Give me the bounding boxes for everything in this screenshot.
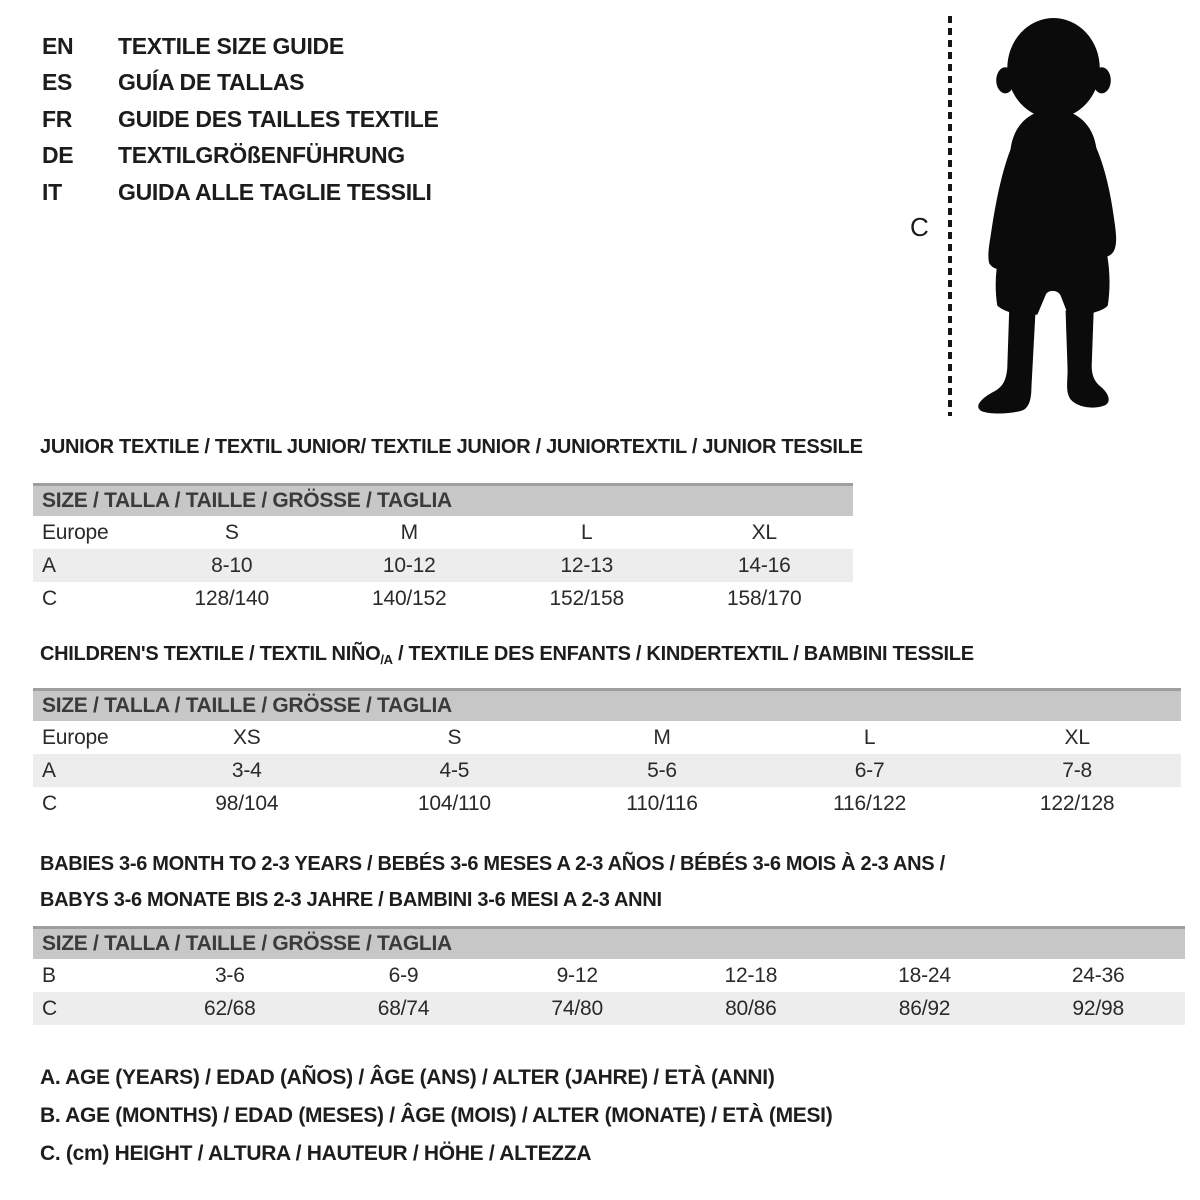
- legend-line-a: A. AGE (YEARS) / EDAD (AÑOS) / ÂGE (ANS) / ALTER (JAHRE) / ETÀ (ANNI): [40, 1066, 775, 1089]
- table-cell: 9-12: [556, 963, 598, 987]
- language-code: EN: [42, 32, 74, 59]
- language-code: IT: [42, 178, 62, 205]
- measurement-legend: [40, 1066, 832, 1180]
- babies-heading-line1: BABIES 3-6 MONTH TO 2-3 YEARS / BEBÉS 3-6 MESES A 2-3 AÑOS / BÉBÉS 3-6 MOIS À 2-3 ANS /: [40, 853, 945, 875]
- table-cell: S: [447, 725, 462, 749]
- junior-section-heading: JUNIOR TEXTILE / TEXTIL JUNIOR/ TEXTILE JUNIOR / JUNIORTEXTIL / JUNIOR TESSILE: [40, 436, 863, 458]
- table-cell: 140/152: [371, 586, 447, 610]
- language-code: ES: [42, 69, 73, 96]
- size-table-header: SIZE / TALLA / TAILLE / GRÖSSE / TAGLIA: [33, 688, 1181, 721]
- table-row: [33, 992, 1185, 1025]
- guide-title: GUÍA DE TALLAS: [118, 69, 305, 96]
- table-cell: 7-8: [1062, 758, 1093, 782]
- table-cell: M: [400, 520, 418, 544]
- table-cell: 116/122: [833, 791, 907, 815]
- toddler-silhouette-icon: [963, 16, 1138, 418]
- legend-line-b: B. AGE (MONTHS) / EDAD (MESES) / ÂGE (MOIS) / ALTER (MONATE) / ETÀ (MESI): [40, 1104, 833, 1127]
- table-cell: 6-7: [854, 758, 885, 782]
- children-size-table: [33, 688, 1181, 820]
- table-cell: L: [863, 725, 876, 749]
- table-cell: 6-9: [388, 963, 419, 987]
- table-cell: S: [224, 520, 239, 544]
- table-row: [33, 787, 1181, 820]
- row-label: C: [42, 996, 57, 1020]
- children-section-heading: [40, 643, 974, 667]
- language-row: [42, 174, 439, 211]
- junior-size-table: [33, 483, 853, 615]
- table-row: [33, 549, 853, 582]
- table-row: [33, 754, 1181, 787]
- guide-title: GUIDE DES TAILLES TEXTILE: [118, 105, 439, 132]
- table-cell: 158/170: [726, 586, 802, 610]
- language-code: DE: [42, 142, 74, 169]
- table-cell: XS: [232, 725, 261, 749]
- guide-title: TEXTILE SIZE GUIDE: [118, 32, 344, 59]
- table-cell: 122/128: [1039, 791, 1115, 815]
- row-label: Europe: [42, 520, 109, 544]
- language-row: [42, 138, 439, 175]
- children-heading-sub: /A: [380, 652, 393, 667]
- table-cell: 18-24: [898, 963, 951, 987]
- table-cell: XL: [751, 520, 777, 544]
- children-heading-text: CHILDREN'S TEXTILE / TEXTIL NIÑO: [40, 643, 381, 665]
- table-cell: 110/116: [626, 791, 698, 815]
- table-cell: 3-4: [231, 758, 262, 782]
- table-cell: 80/86: [725, 996, 777, 1020]
- table-cell: 12-13: [560, 553, 614, 577]
- children-table-body: [33, 721, 1181, 820]
- table-row: [33, 959, 1185, 992]
- language-title-list: [42, 28, 439, 211]
- row-label: Europe: [42, 725, 109, 749]
- row-label: C: [42, 586, 57, 610]
- table-row: [33, 721, 1181, 754]
- language-row: [42, 28, 439, 65]
- table-cell: 8-10: [211, 553, 253, 577]
- table-row: [33, 582, 853, 615]
- babies-heading-line2: BABYS 3-6 MONATE BIS 2-3 JAHRE / BAMBINI 3-6 MESI A 2-3 ANNI: [40, 889, 662, 911]
- height-label-c: C: [910, 212, 929, 242]
- children-heading-text: / TEXTILE DES ENFANTS / KINDERTEXTIL / BAMBINI TESSILE: [392, 643, 974, 665]
- babies-section-heading: [40, 846, 945, 918]
- language-row: [42, 65, 439, 102]
- row-label: C: [42, 791, 57, 815]
- size-table-header: SIZE / TALLA / TAILLE / GRÖSSE / TAGLIA: [33, 483, 853, 516]
- table-cell: M: [653, 725, 671, 749]
- height-dashed-line: [948, 16, 952, 416]
- table-cell: 86/92: [898, 996, 951, 1020]
- size-table-header: SIZE / TALLA / TAILLE / GRÖSSE / TAGLIA: [33, 926, 1185, 959]
- row-label: B: [42, 963, 56, 987]
- table-cell: 104/110: [417, 791, 491, 815]
- table-cell: 92/98: [1072, 996, 1124, 1020]
- legend-line-c: C. (cm) HEIGHT / ALTURA / HAUTEUR / HÖHE / ALTEZZA: [40, 1142, 592, 1165]
- row-label: A: [42, 553, 56, 577]
- table-cell: 3-6: [214, 963, 245, 987]
- table-cell: 14-16: [737, 553, 791, 577]
- language-row: [42, 101, 439, 138]
- table-cell: 74/80: [551, 996, 603, 1020]
- junior-table-body: [33, 516, 853, 615]
- table-cell: XL: [1064, 725, 1090, 749]
- guide-title: GUIDA ALLE TAGLIE TESSILI: [118, 178, 432, 205]
- table-row: [33, 516, 853, 549]
- language-code: FR: [42, 105, 73, 132]
- babies-table-body: [33, 959, 1185, 1025]
- table-cell: 98/104: [215, 791, 279, 815]
- table-cell: 5-6: [647, 758, 677, 782]
- table-cell: 62/68: [204, 996, 256, 1020]
- table-cell: 12-18: [724, 963, 778, 987]
- table-cell: 68/74: [377, 996, 430, 1020]
- table-cell: 4-5: [439, 758, 470, 782]
- guide-title: TEXTILGRÖßENFÜHRUNG: [118, 142, 405, 169]
- table-cell: 24-36: [1071, 963, 1125, 987]
- babies-size-table: [33, 926, 1185, 1025]
- table-cell: 152/158: [549, 586, 624, 610]
- table-cell: 10-12: [382, 553, 436, 577]
- table-cell: L: [581, 520, 593, 544]
- row-label: A: [42, 758, 56, 782]
- table-cell: 128/140: [194, 586, 269, 610]
